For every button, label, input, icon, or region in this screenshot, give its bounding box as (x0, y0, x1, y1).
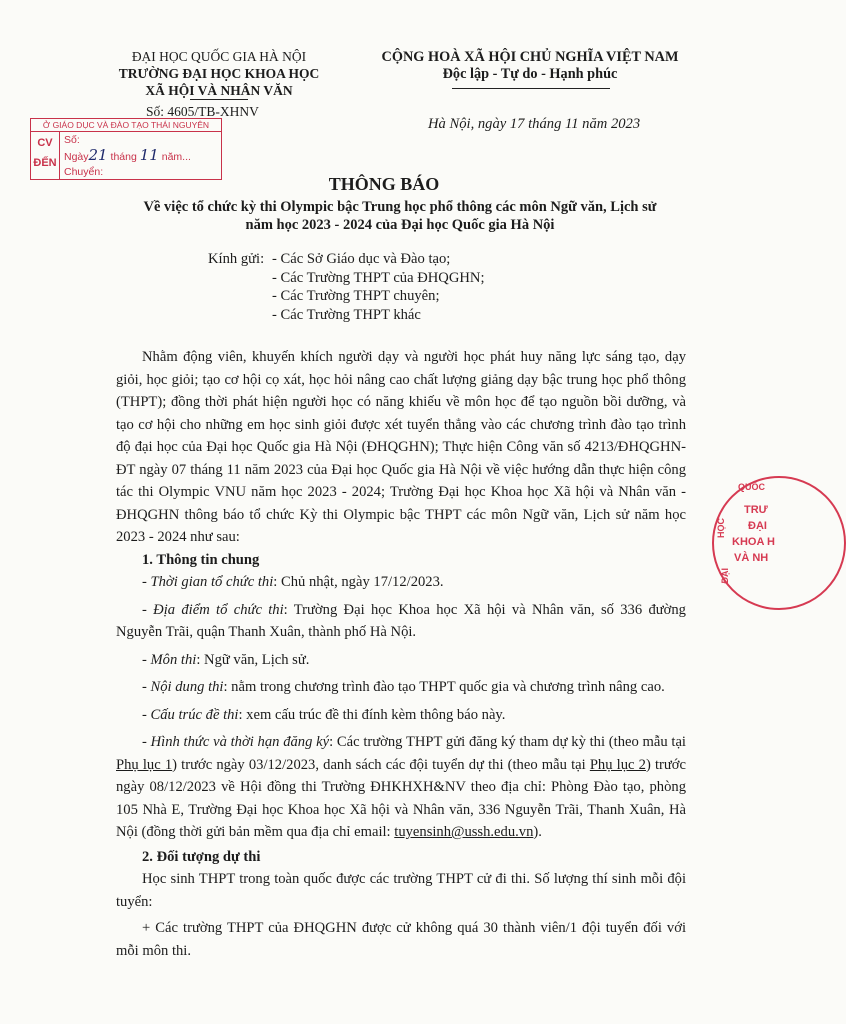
stamp-so: Số: (64, 134, 80, 146)
issue-date: Hà Nội, ngày 17 tháng 11 năm 2023 (428, 116, 641, 132)
stamp-den: ĐẾN (33, 157, 57, 169)
agency-name-line1: TRƯỜNG ĐẠI HỌC KHOA HỌC (118, 66, 320, 81)
exam-time (116, 571, 686, 594)
document-body (116, 346, 686, 962)
recipient-item: - Các Trường THPT chuyên; (272, 288, 440, 304)
registration-text-1: : Các trường THPT gửi đăng ký tham dự kỳ thi (theo mẫu tại (329, 734, 686, 750)
exam-structure (116, 704, 686, 727)
exam-content-label: - Nội dung thi (142, 679, 224, 695)
national-title (360, 49, 700, 83)
quota-paragraph: + Các trường THPT của ĐHQGHN được cử không quá 30 thành viên/1 đội tuyển đối với mỗi môn thi. (116, 920, 686, 959)
stamp-agency: Ở GIÁO DỤC VÀ ĐÀO TẠO THÁI NGUYÊN (31, 119, 221, 132)
seal-side-text-1: HỌC (716, 518, 726, 538)
seal-ring-text: QUỐC (738, 482, 765, 492)
stamp-month-handwritten: 11 (139, 146, 159, 164)
exam-subjects-value: : Ngữ văn, Lịch sử. (196, 651, 310, 668)
agency-name-line2: XÃ HỘI VÀ NHÂN VĂN (145, 83, 293, 98)
agency-parent: ĐẠI HỌC QUỐC GIA HÀ NỘI (131, 49, 307, 64)
exam-place-label: - Địa điểm tổ chức thi (142, 601, 284, 618)
seal-side-text-2: ĐẠI (720, 568, 730, 584)
exam-structure-label: - Cấu trúc đề thi (142, 706, 239, 723)
exam-time-label: - Thời gian tổ chức thi (142, 574, 274, 590)
recipients-label: Kính gửi: (208, 251, 265, 267)
contact-email-link[interactable]: tuyensinh@ussh.edu.vn (394, 824, 534, 840)
registration-text-4: ). (533, 824, 542, 840)
registration-text-2: ) trước ngày 03/12/2023, danh sách các đội tuyển dự thi (theo mẫu tại (172, 756, 590, 773)
registration-info (116, 731, 686, 844)
stamp-day-handwritten: 21 (88, 146, 108, 164)
registration-text-3: ) trước ngày 08/12/2023 về Hội đồng thi Trường ĐHKHXH&NV theo địa chỉ: Phòng Đào tạo, phòng 105 Nhà E, Trường Đại học Khoa học Xã hội và Nhân văn, 336 Nguyễn Trãi, Thanh Xuân, Hà Nội (đồng thời gửi bản mềm qua địa chỉ email: (116, 756, 687, 840)
seal-text-3: KHOA H (732, 536, 775, 548)
stamp-cv: CV (37, 137, 53, 149)
stamp-fields (64, 133, 191, 180)
section-1-heading: 1. Thông tin chung (142, 551, 260, 568)
stamp-cv-den (31, 131, 60, 179)
eligibility-paragraph: Học sinh THPT trong toàn quốc được các trường THPT cử đi thi. Số lượng thí sinh mỗi đội tuyển: (116, 871, 686, 910)
seal-text-4: VÀ NH (734, 552, 769, 564)
exam-subjects-label: - Môn thi (142, 651, 197, 668)
exam-place-value: : Trường Đại học Khoa học Xã hội và Nhân văn, số 336 đường Nguyễn Trãi, quận Thanh Xuân, thành phố Hà Nội. (116, 601, 686, 640)
exam-subjects (116, 649, 686, 672)
exam-time-value: : Chủ nhật, ngày 17/12/2023. (273, 574, 444, 590)
seal-text-1: TRƯ (744, 504, 768, 516)
section-2-heading: 2. Đối tượng dự thi (142, 848, 261, 865)
stamp-thang-label: tháng (110, 151, 137, 163)
exam-structure-value: : xem cấu trúc đề thi đính kèm thông báo này. (238, 706, 506, 723)
official-seal (712, 476, 846, 610)
document-number: Số: 4605/TB-XHNV (146, 104, 259, 119)
stamp-ngay-label: Ngày (64, 151, 89, 163)
appendix-2-link[interactable]: Phụ lục 2 (589, 756, 646, 773)
appendix-1-link[interactable]: Phụ lục 1 (116, 756, 173, 773)
recipients-list (272, 250, 485, 324)
motto-underline (452, 88, 610, 89)
issuing-agency (88, 48, 350, 99)
stamp-date-row (64, 148, 191, 165)
registration-label: - Hình thức và thời hạn đăng ký (142, 734, 330, 750)
national-name: CỘNG HOÀ XÃ HỘI CHỦ NGHĨA VIỆT NAM (381, 49, 679, 65)
exam-content-value: : nằm trong chương trình đào tạo THPT quốc gia và chương trình nâng cao. (223, 679, 665, 695)
subtitle-line-1: Về việc tổ chức kỳ thi Olympic bậc Trung học phổ thông các môn Ngữ văn, Lịch sử (143, 199, 657, 215)
exam-content (116, 676, 686, 699)
seal-text-2: ĐẠI (748, 520, 767, 532)
document-title: THÔNG BÁO (328, 174, 440, 194)
subtitle-line-2: năm học 2023 - 2024 của Đại học Quốc gia Hà Nội (245, 217, 555, 233)
exam-place (116, 599, 686, 644)
stamp-chuyen: Chuyển: (64, 166, 104, 178)
stamp-nam-label: năm... (161, 151, 191, 163)
incoming-stamp (30, 118, 222, 180)
agency-underline (190, 99, 248, 100)
document-subtitle (100, 198, 700, 234)
recipient-item: - Các Trường THPT khác (272, 306, 421, 323)
intro-paragraph: Nhằm động viên, khuyến khích người dạy và người học phát huy năng lực sáng tạo, dạy giỏi, học giỏi; tạo cơ hội cọ xát, học hỏi nâng cao chất lượng giảng dạy bậc trung học phổ thông (THPT); đồng thời phát hiện người học có năng khiếu về môn học để tạo nguồn bồi dưỡng, và tạo cơ hội cho những em học sinh giỏi được xét tuyển thẳng vào các chương trình đào tạo trình độ đại học của Đại học Quốc gia Hà Nội (ĐHQGHN); Thực hiện Công văn số 4213/ĐHQGHN-ĐT ngày 07 tháng 11 năm 2023 của Đại học Quốc gia Hà Nội về việc hướng dẫn thực hiện công tác thi Olympic VNU năm học 2023 - 2024; Trường Đại học Khoa học Xã hội và Nhân văn - ĐHQGHN thông báo tổ chức Kỳ thi Olympic bậc THPT các môn Ngữ văn, Lịch sử năm học 2023 - 2024 như sau: (116, 349, 686, 545)
recipient-item: - Các Trường THPT của ĐHQGHN; (272, 269, 485, 286)
national-motto: Độc lập - Tự do - Hạnh phúc (442, 66, 618, 82)
recipient-item: - Các Sở Giáo dục và Đào tạo; (272, 251, 451, 267)
